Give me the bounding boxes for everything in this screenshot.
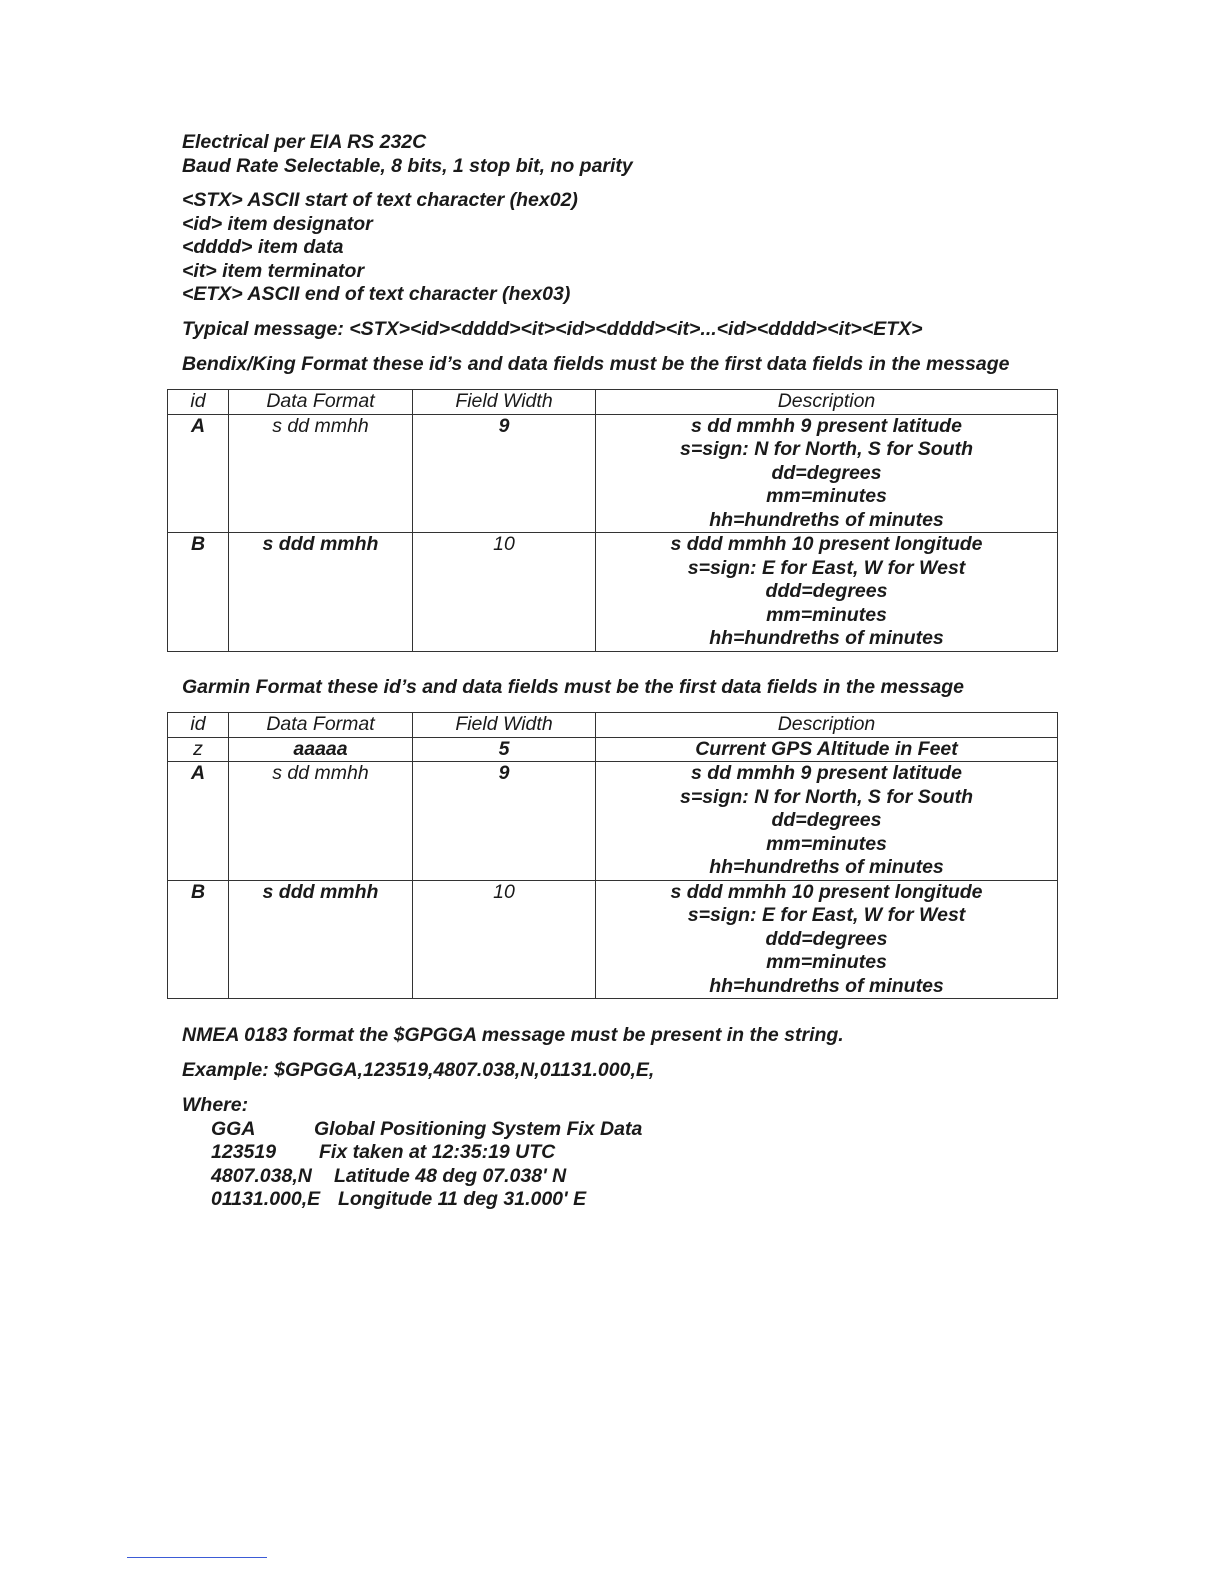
table-header-row (168, 390, 1058, 415)
definition-it: <it> item terminator (182, 259, 365, 282)
header-data-format: Data Format (229, 713, 413, 738)
where-item (182, 1118, 642, 1142)
table-row (168, 762, 1058, 881)
electrical-line-1: Electrical per EIA RS 232C (182, 131, 427, 153)
where-key: 01131.000,E (211, 1188, 321, 1210)
where-key: GGA (211, 1117, 256, 1140)
cell-field-width: 10 (413, 533, 596, 652)
description-line: ddd=degrees (765, 927, 888, 950)
cell-data-format: s ddd mmhh (229, 880, 413, 999)
cell-description (596, 737, 1058, 762)
description-line: s=sign: N for North, S for South (679, 438, 974, 460)
cell-field-width: 9 (413, 414, 596, 533)
nmea-where (182, 1094, 642, 1212)
where-item (182, 1141, 642, 1165)
description-line: ddd=degrees (765, 580, 888, 602)
description-line: s=sign: N for North, S for South (679, 785, 974, 808)
header-field-width: Field Width (413, 713, 596, 738)
nmea-format-line (182, 1024, 844, 1048)
description-line: s=sign: E for East, W for West (687, 556, 966, 579)
where-value: Longitude 11 deg 31.000' E (338, 1188, 587, 1210)
description-line: mm=minutes (766, 603, 887, 626)
description-line: s ddd mmhh 10 present longitude (670, 880, 983, 903)
where-key: 123519 (211, 1141, 277, 1163)
nmea-example (182, 1059, 654, 1083)
cell-data-format: s dd mmhh (229, 414, 413, 533)
header-description: Description (596, 390, 1058, 415)
nmea-format-text: NMEA 0183 format the $GPGGA message must be present in the string. (182, 1024, 844, 1046)
footnote-divider (127, 1557, 267, 1558)
definitions-list (182, 189, 578, 307)
table-row (168, 533, 1058, 652)
nmea-example-text: Example: $GPGGA,123519,4807.038,N,01131.000,E, (182, 1059, 655, 1081)
where-value: Global Positioning System Fix Data (314, 1117, 643, 1140)
garmin-heading-text: Garmin Format these id’s and data fields must be the first data fields in the message (182, 676, 965, 698)
typical-message-text: Typical message: <STX><id><dddd><it><id><dddd><it>...<id><dddd><it><ETX> (182, 318, 923, 340)
where-value: Latitude 48 deg 07.038' N (334, 1164, 567, 1187)
definition-id: <id> item designator (182, 212, 373, 235)
description-line: mm=minutes (766, 951, 887, 973)
bendix-heading-text: Bendix/King Format these id’s and data fields must be the first data fields in the message (182, 353, 1010, 375)
definition-stx: <STX> ASCII start of text character (hex02) (182, 189, 578, 211)
definition-dddd: <dddd> item data (182, 236, 344, 258)
garmin-heading (182, 676, 964, 700)
table-row (168, 880, 1058, 999)
header-description: Description (596, 713, 1058, 738)
description-line: mm=minutes (766, 832, 887, 855)
cell-data-format: aaaaa (229, 737, 413, 762)
cell-data-format: s ddd mmhh (229, 533, 413, 652)
cell-field-width: 10 (413, 880, 596, 999)
cell-description (596, 414, 1058, 533)
description-line: hh=hundreths of minutes (709, 508, 944, 531)
table-header-row (168, 713, 1058, 738)
description-line: dd=degrees (771, 461, 882, 484)
description-line: hh=hundreths of minutes (709, 974, 944, 997)
cell-id: A (168, 762, 229, 881)
description-line: mm=minutes (766, 485, 887, 507)
header-id: id (168, 390, 229, 415)
where-label: Where: (182, 1094, 249, 1116)
garmin-format-table (167, 712, 1058, 999)
electrical-line-2: Baud Rate Selectable, 8 bits, 1 stop bit, no parity (182, 154, 633, 177)
description-line: dd=degrees (771, 809, 882, 831)
description-line: s dd mmhh 9 present latitude (691, 414, 962, 437)
cell-id: B (168, 880, 229, 999)
cell-id: B (168, 533, 229, 652)
description-line: s=sign: E for East, W for West (687, 904, 966, 926)
bendix-heading (182, 353, 1010, 377)
description-line: Current GPS Altitude in Feet (695, 737, 958, 760)
cell-field-width: 9 (413, 762, 596, 881)
cell-data-format: s dd mmhh (229, 762, 413, 881)
table-row (168, 414, 1058, 533)
definition-etx: <ETX> ASCII end of text character (hex03) (182, 283, 571, 305)
bendix-format-table (167, 389, 1058, 652)
typical-message (182, 318, 923, 342)
table-row (168, 737, 1058, 762)
where-key: 4807.038,N (211, 1164, 312, 1187)
cell-field-width: 5 (413, 737, 596, 762)
header-data-format: Data Format (229, 390, 413, 415)
cell-id: z (168, 737, 229, 762)
cell-id: A (168, 414, 229, 533)
where-item (182, 1188, 642, 1212)
description-line: s dd mmhh 9 present latitude (691, 762, 962, 784)
header-id: id (168, 713, 229, 738)
cell-description (596, 880, 1058, 999)
where-value: Fix taken at 12:35:19 UTC (319, 1141, 556, 1163)
description-line: s ddd mmhh 10 present longitude (670, 533, 983, 555)
where-item (182, 1165, 642, 1189)
electrical-spec (182, 131, 633, 178)
description-line: hh=hundreths of minutes (709, 627, 944, 649)
description-line: hh=hundreths of minutes (709, 856, 944, 878)
header-field-width: Field Width (413, 390, 596, 415)
cell-description (596, 533, 1058, 652)
cell-description (596, 762, 1058, 881)
